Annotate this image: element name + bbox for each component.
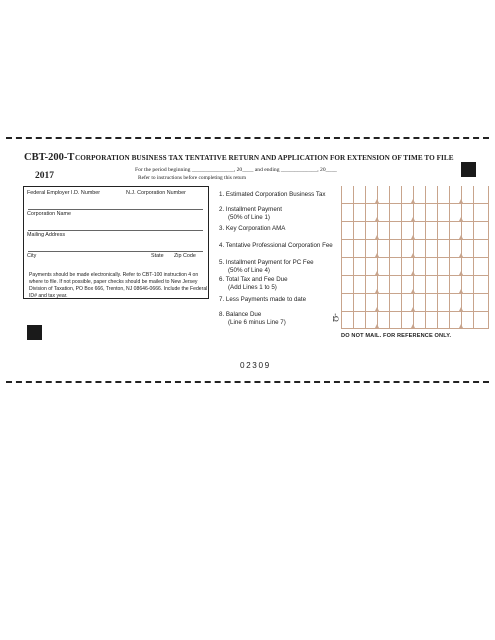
- zip-code-label: Zip Code: [174, 253, 196, 259]
- tax-year: 2017: [35, 171, 54, 181]
- city-rule: [28, 251, 203, 252]
- form-id: CBT-200-T: [24, 152, 75, 163]
- grid-row-rule: [341, 239, 489, 240]
- line-3: 3. Key Corporation AMA: [219, 225, 286, 232]
- thousands-separator-mark: [375, 253, 379, 257]
- instructions-note: Refer to instructions before completing this return: [138, 175, 247, 181]
- form-title: CORPORATION BUSINESS TAX TENTATIVE RETURN AND APPLICATION FOR EXTENSION OF TIME TO FILE: [75, 154, 454, 162]
- mailing-address-rule: [28, 230, 203, 231]
- grid-row-rule: [341, 203, 489, 204]
- decimal-mark: [459, 235, 463, 239]
- decimal-mark: [459, 217, 463, 221]
- corp-name-label: Corporation Name: [27, 211, 72, 217]
- line-5: 5. Installment Payment for PC Fee (50% of Line 4): [219, 259, 314, 274]
- payment-instructions: Payments should be made electronically. Refer to CBT-100 instruction 4 on where to file. If not possible, paper checks should be mailed to New Jersey Division of Taxation, PO Box 666, Trenton, NJ 08646-0666. Include the Federal ID# and tax year.: [29, 272, 208, 300]
- thousands-separator-mark: [411, 253, 415, 257]
- thousands-separator-mark: [411, 199, 415, 203]
- line-8: 8. Balance Due (Line 6 minus Line 7): [219, 311, 286, 326]
- bottom-tear-line: [6, 381, 489, 383]
- grid-row-rule: [341, 221, 489, 222]
- line-1: 1. Estimated Corporation Business Tax: [219, 191, 326, 198]
- line-2: 2. Installment Payment (50% of Line 1): [219, 206, 282, 221]
- thousands-separator-mark: [375, 271, 379, 275]
- thousands-separator-mark: [375, 324, 379, 328]
- scan-line-number: 02309: [240, 361, 271, 370]
- decimal-mark: [459, 199, 463, 203]
- thousands-separator-mark: [411, 289, 415, 293]
- top-tear-line: [6, 137, 489, 139]
- side-mark: -Ω: [330, 313, 340, 322]
- thousands-separator-mark: [375, 235, 379, 239]
- grid-row-rule: [341, 311, 489, 312]
- decimal-mark: [459, 289, 463, 293]
- amount-entry-grid: [341, 186, 489, 329]
- line-7: 7. Less Payments made to date: [219, 296, 307, 303]
- fein-label: Federal Employer I.D. Number: [27, 190, 101, 196]
- do-not-mail-notice: DO NOT MAIL. FOR REFERENCE ONLY.: [341, 333, 452, 339]
- decimal-mark: [459, 271, 463, 275]
- thousands-separator-mark: [411, 235, 415, 239]
- thousands-separator-mark: [411, 307, 415, 311]
- registration-mark-top-right: [461, 162, 476, 177]
- state-label: State: [151, 253, 164, 259]
- thousands-separator-mark: [411, 217, 415, 221]
- thousands-separator-mark: [375, 289, 379, 293]
- grid-row-rule: [341, 328, 489, 329]
- decimal-mark: [459, 307, 463, 311]
- city-label: City: [27, 253, 37, 259]
- line-6: 6. Total Tax and Fee Due (Add Lines 1 to 5): [219, 276, 288, 291]
- mailing-address-label: Mailing Address: [27, 232, 66, 238]
- thousands-separator-mark: [411, 271, 415, 275]
- thousands-separator-mark: [375, 217, 379, 221]
- grid-row-rule: [341, 257, 489, 258]
- thousands-separator-mark: [411, 324, 415, 328]
- corp-name-rule: [28, 209, 203, 210]
- period-line: For the period beginning _______________, 20____ and ending _____________, 20____: [135, 167, 337, 173]
- grid-row-rule: [341, 293, 489, 294]
- thousands-separator-mark: [375, 199, 379, 203]
- grid-row-rule: [341, 275, 489, 276]
- decimal-mark: [459, 253, 463, 257]
- decimal-mark: [459, 324, 463, 328]
- line-4: 4. Tentative Professional Corporation Fee: [219, 242, 333, 249]
- nj-corp-number-label: N.J. Corporation Number: [126, 190, 186, 196]
- thousands-separator-mark: [375, 307, 379, 311]
- registration-mark-bottom-left: [27, 325, 42, 340]
